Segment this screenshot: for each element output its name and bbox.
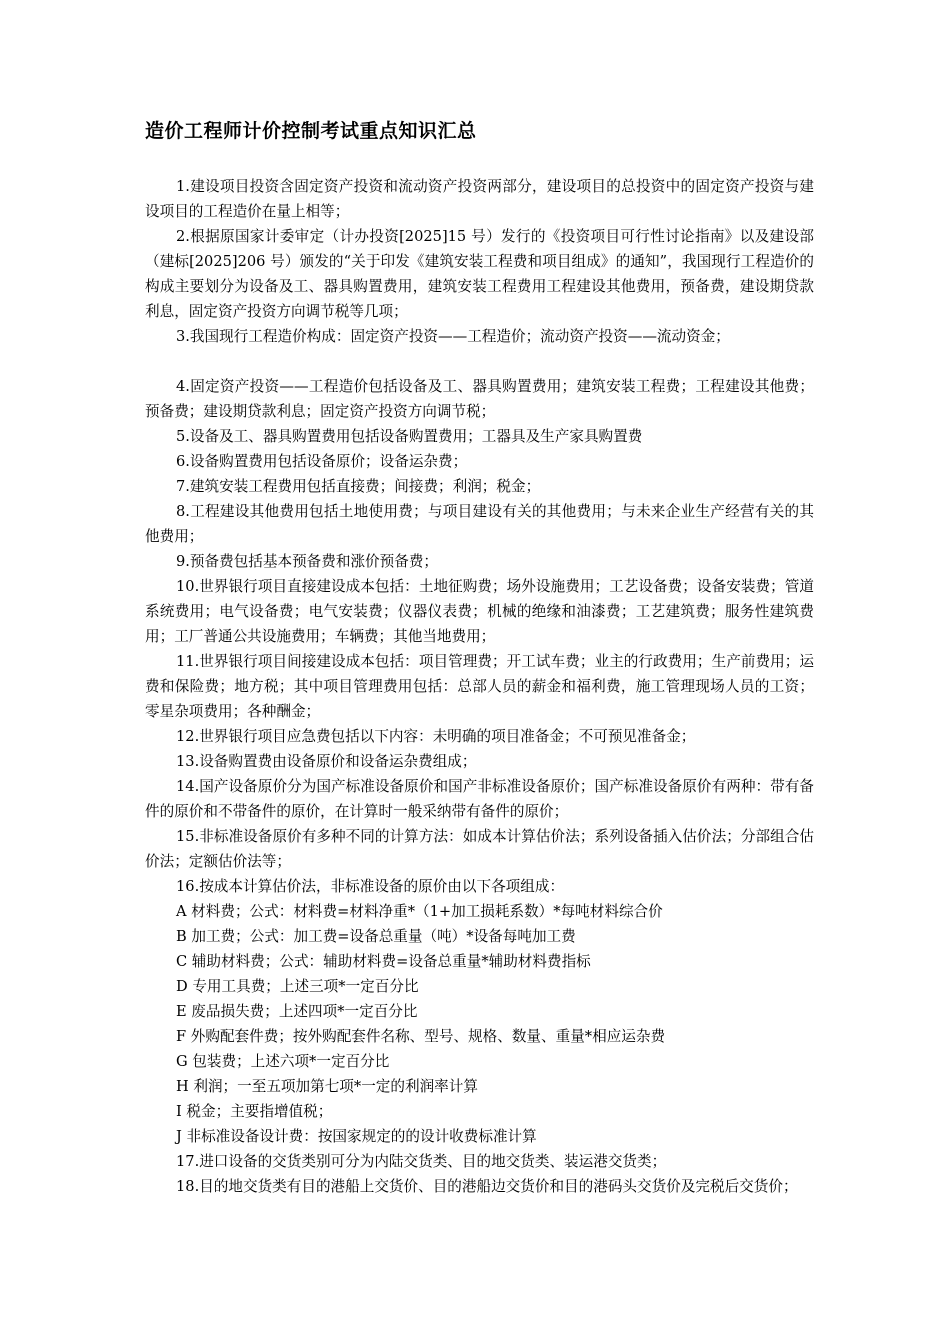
- paragraph-17: 17.进口设备的交货类别可分为内陆交货类、目的地交货类、装运港交货类；: [176, 1153, 667, 1170]
- component-item-f: F 外购配套件费；按外购配套件名称、型号、规格、数量、重量*相应运杂费: [176, 1028, 666, 1045]
- paragraph-11: 11.世界银行项目间接建设成本包括：项目管理费；开工试车费；业主的行政费用；生产前费用；运费和保险费；地方税；其中项目管理费用包括：总部人员的薪金和福利费，施工管理现场人员的工资；零星杂项费用；各种酬金；: [145, 653, 814, 720]
- paragraph-4: 4.固定资产投资——工程造价包括设备及工、器具购置费用；建筑安装工程费；工程建设其他费；预备费；建设期贷款利息；固定资产投资方向调节税；: [145, 378, 814, 420]
- paragraph-14: 14.国产设备原价分为国产标准设备原价和国产非标准设备原价；国产标准设备原价有两种：带有备件的原价和不带备件的原价，在计算时一般采纳带有备件的原价；: [145, 778, 814, 820]
- paragraph-9: 9.预备费包括基本预备费和涨价预备费；: [176, 553, 439, 570]
- paragraph-7: 7.建筑安装工程费用包括直接费；间接费；利润；税金；: [176, 478, 541, 495]
- paragraph-8: 8.工程建设其他费用包括土地使用费；与项目建设有关的其他费用；与未来企业生产经营有关的其他费用；: [145, 503, 814, 545]
- component-item-e: E 废品损失费；上述四项*一定百分比: [176, 1003, 418, 1020]
- blank-line: [145, 349, 814, 374]
- component-item-h: H 利润；一至五项加第七项*一定的利润率计算: [176, 1078, 478, 1095]
- component-item-i: I 税金；主要指增值税；: [176, 1103, 333, 1120]
- component-item-c: C 辅助材料费；公式：辅助材料费=设备总重量*辅助材料费指标: [176, 953, 591, 970]
- paragraph-5: 5.设备及工、器具购置费用包括设备购置费用；工器具及生产家具购置费: [176, 428, 643, 445]
- paragraph-10: 10.世界银行项目直接建设成本包括：土地征购费；场外设施费用；工艺设备费；设备安装费；管道系统费用；电气设备费；电气安装费；仪器仪表费；机械的绝缘和油漆费；工艺建筑费；服务性建筑费用；工厂普通公共设施费用；车辆费；其他当地费用；: [145, 578, 814, 645]
- component-item-a: A 材料费；公式：材料费=材料净重*（1+加工损耗系数）*每吨材料综合价: [176, 903, 663, 920]
- paragraph-15: 15.非标准设备原价有多种不同的计算方法：如成本计算估价法；系列设备插入估价法；分部组合估价法；定额估价法等；: [145, 828, 814, 870]
- paragraph-12: 12.世界银行项目应急费包括以下内容：未明确的项目准备金；不可预见准备金；: [176, 728, 696, 745]
- paragraph-13: 13.设备购置费由设备原价和设备运杂费组成；: [176, 753, 477, 770]
- document-title: 造价工程师计价控制考试重点知识汇总: [145, 120, 477, 142]
- paragraph-18: 18.目的地交货类有目的港船上交货价、目的港船边交货价和目的港码头交货价及完税后交货价；: [176, 1178, 798, 1195]
- component-item-b: B 加工费；公式：加工费=设备总重量（吨）*设备每吨加工费: [176, 928, 576, 945]
- paragraph-6: 6.设备购置费用包括设备原价；设备运杂费；: [176, 453, 468, 470]
- paragraph-16: 16.按成本计算估价法，非标准设备的原价由以下各项组成：: [176, 878, 565, 895]
- paragraph-1: 1.建设项目投资含固定资产投资和流动资产投资两部分，建设项目的总投资中的固定资产投资与建设项目的工程造价在量上相等；: [145, 178, 814, 220]
- paragraph-3: 3.我国现行工程造价构成：固定资产投资——工程造价；流动资产投资——流动资金；: [176, 328, 730, 345]
- component-item-d: D 专用工具费；上述三项*一定百分比: [176, 978, 419, 995]
- component-item-j: J 非标准设备设计费：按国家规定的的设计收费标准计算: [176, 1128, 537, 1145]
- component-item-g: G 包装费；上述六项*一定百分比: [176, 1053, 390, 1070]
- paragraph-2: 2.根据原国家计委审定（计办投资[2025]15 号）发行的《投资项目可行性讨论指南》以及建设部（建标[2025]206 号）颁发的“关于印发《建筑安装工程费和项目组成》的通知”，我国现行工程造价的构成主要划分为设备及工、器具购置费用，建筑安装工程费用工程建设其他费用，预备费，建设期贷款利息，固定资产投资方向调节税等几项；: [145, 228, 814, 320]
- document-body: [145, 174, 814, 1199]
